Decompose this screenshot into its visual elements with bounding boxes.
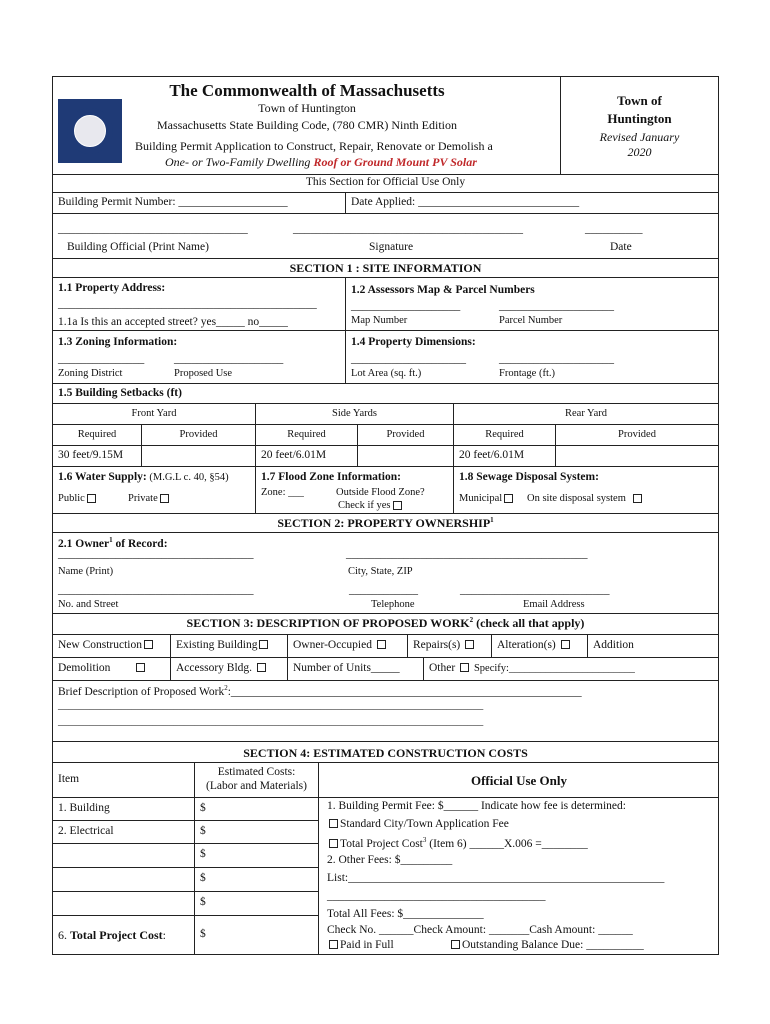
- permit-number-row: [53, 193, 718, 214]
- cost-item-label: 2. Electrical: [53, 821, 195, 843]
- cost-items-column: [53, 763, 319, 954]
- pv-solar-label: Roof or Ground Mount PV Solar: [313, 155, 477, 169]
- owner-city-line[interactable]: __________________________________________: [346, 548, 588, 560]
- owner-telephone-line[interactable]: ____________: [349, 584, 418, 596]
- total-cost-row: [53, 916, 318, 954]
- side-required-value: 20 feet/6.01M: [256, 446, 358, 466]
- rear-provided-header: Provided: [618, 429, 656, 440]
- section1-heading: SECTION 1 : SITE INFORMATION: [289, 261, 482, 275]
- dimensions-cell: [346, 331, 718, 383]
- official-fees-column: [319, 763, 718, 951]
- property-address-cell: [53, 278, 346, 330]
- paid-in-full-checkbox[interactable]: [329, 940, 338, 949]
- town-box-line1: Town of: [617, 93, 662, 108]
- front-yard-header: Front Yard: [53, 404, 256, 424]
- date-label: Date: [610, 241, 632, 253]
- town-line: Town of Huntington: [258, 101, 356, 115]
- frontage-line[interactable]: ____________________: [499, 353, 614, 365]
- other-checkbox[interactable]: [460, 663, 469, 672]
- existing-building-checkbox[interactable]: [259, 640, 268, 649]
- date-line[interactable]: __________: [585, 223, 643, 235]
- zoning-district-label: Zoning District: [58, 368, 123, 379]
- item-header: Item: [53, 763, 195, 797]
- assessors-label: 1.2 Assessors Map & Parcel Numbers: [351, 284, 535, 296]
- sewage-cell: [454, 467, 718, 513]
- total-cost-label: 6. Total Project Cost:: [53, 916, 195, 954]
- cost-table: [53, 763, 718, 954]
- other-option[interactable]: Other Specify:________________________: [429, 662, 635, 674]
- side-required-header: Required: [256, 425, 358, 445]
- standard-fee-checkbox[interactable]: [329, 819, 338, 828]
- standard-fee-option[interactable]: Standard City/Town Application Fee: [327, 818, 509, 830]
- revised-line1: Revised January: [599, 130, 680, 144]
- map-number-label: Map Number: [351, 315, 408, 326]
- section2-heading-row: [53, 514, 718, 533]
- existing-building-option[interactable]: Existing Building: [171, 635, 288, 657]
- owner-email-line[interactable]: __________________________: [460, 584, 610, 596]
- official-name-line[interactable]: _________________________________: [58, 223, 248, 235]
- alterations-option[interactable]: Alteration(s): [492, 635, 588, 657]
- front-provided-value[interactable]: [142, 446, 256, 466]
- application-line2: [165, 155, 477, 170]
- address-row: [53, 278, 718, 331]
- rear-required-header: Required: [454, 425, 556, 445]
- cost-item-label: 1. Building: [53, 798, 195, 820]
- cost-item-label[interactable]: [53, 868, 195, 891]
- side-yards-header: Side Yards: [256, 404, 454, 424]
- frontage-label: Frontage (ft.): [499, 368, 555, 379]
- municipal-checkbox[interactable]: [504, 494, 513, 503]
- front-required-value: 30 feet/9.15M: [53, 446, 142, 466]
- section2-heading: SECTION 2: PROPERTY OWNERSHIP$^1$: [277, 516, 494, 530]
- cost-building-field[interactable]: $: [200, 802, 206, 814]
- cost-electrical-field[interactable]: $: [200, 825, 206, 837]
- water-public-option[interactable]: Public: [58, 493, 98, 504]
- assessors-cell: [346, 278, 718, 330]
- no-street-label: No. and Street: [58, 599, 119, 610]
- lot-area-label: Lot Area (sq. ft.): [351, 368, 422, 379]
- brief-description-row: [53, 681, 718, 742]
- owner-cell: [53, 533, 718, 613]
- rear-yard-header: Rear Yard: [565, 408, 607, 419]
- new-construction-checkbox[interactable]: [144, 640, 153, 649]
- proposed-use-line[interactable]: ___________________: [174, 353, 284, 365]
- rear-required-value: 20 feet/6.01M: [454, 446, 556, 466]
- total-project-checkbox[interactable]: [329, 839, 338, 848]
- description-line2[interactable]: _________________________________________________________________________________: [58, 716, 484, 727]
- town-box-line2: Huntington: [607, 111, 672, 126]
- public-checkbox[interactable]: [87, 494, 96, 503]
- flood-zone-label: 1.7 Flood Zone Information:: [261, 471, 401, 483]
- map-number-line[interactable]: ___________________: [351, 300, 461, 312]
- dwelling-type: One- or Two-Family Dwelling: [165, 155, 314, 169]
- building-permit-fee[interactable]: 1. Building Permit Fee: $______ Indicate how fee is determined:: [327, 800, 626, 812]
- cost-row-1: [53, 798, 318, 821]
- sewage-label: 1.8 Sewage Disposal System:: [459, 471, 599, 483]
- water-private-option[interactable]: Private: [128, 493, 171, 504]
- header-main: [53, 77, 561, 174]
- fees-list-line1[interactable]: List:_______________________________________________________: [327, 872, 665, 884]
- cost-item-label[interactable]: [53, 844, 195, 867]
- front-provided-header: Provided: [142, 425, 256, 445]
- onsite-checkbox[interactable]: [633, 494, 642, 503]
- repairs-option[interactable]: Repairs(s): [408, 635, 492, 657]
- cost-field[interactable]: $: [200, 896, 206, 908]
- owner-occupied-checkbox[interactable]: [377, 640, 386, 649]
- revised-line2: 2020: [627, 145, 652, 159]
- city-state-zip-label: City, State, ZIP: [348, 566, 413, 577]
- setbacks-yards-row: [53, 404, 718, 425]
- outstanding-balance-option[interactable]: Outstanding Balance Due: __________: [449, 939, 644, 951]
- signature-label: Signature: [369, 241, 414, 253]
- setbacks-label: 1.5 Building Setbacks (ft): [58, 387, 182, 399]
- accessory-option[interactable]: Accessory Bldg.: [171, 658, 288, 680]
- property-address-label: 1.1 Property Address:: [58, 282, 166, 294]
- property-address-line[interactable]: _____________________________________________: [58, 298, 317, 310]
- fees-list-line2[interactable]: ______________________________________: [327, 890, 546, 902]
- specify-field[interactable]: Specify:________________________: [473, 663, 635, 674]
- section4-heading: SECTION 4: ESTIMATED CONSTRUCTION COSTS: [243, 746, 528, 760]
- work-type-row1: [53, 635, 718, 658]
- owner-label: 2.1 Owner$^1$ of Record:: [58, 536, 168, 550]
- rear-provided-value[interactable]: [556, 446, 718, 466]
- flood-zone-field[interactable]: Zone: ___: [261, 487, 304, 498]
- section4-heading-row: [53, 742, 718, 763]
- est-costs-header: Estimated Costs: (Labor and Materials): [206, 766, 307, 792]
- utilities-row: [53, 467, 718, 514]
- demolition-option[interactable]: Demolition: [53, 658, 171, 680]
- cost-row-3: [53, 844, 318, 868]
- parcel-number-label: Parcel Number: [499, 315, 563, 326]
- section1-heading-row: [53, 259, 718, 278]
- setbacks-values-row: [53, 446, 718, 467]
- accessory-checkbox[interactable]: [257, 663, 266, 672]
- email-label: Email Address: [523, 599, 585, 610]
- name-print-label: Name (Print): [58, 566, 114, 577]
- side-provided-header: Provided: [358, 425, 454, 445]
- repairs-checkbox[interactable]: [465, 640, 474, 649]
- water-supply-cell: [53, 467, 256, 513]
- cost-field[interactable]: $: [200, 848, 206, 860]
- cost-header-row: [53, 763, 318, 798]
- other-fees-field[interactable]: 2. Other Fees: $_________: [327, 854, 453, 866]
- accepted-street-question[interactable]: 1.1a Is this an accepted street? yes_____ no_____: [58, 316, 288, 328]
- application-line1: Building Permit Application to Construct, Repair, Renovate or Demolish a: [135, 139, 493, 153]
- owner-occupied-option[interactable]: Owner-Occupied: [288, 635, 408, 657]
- telephone-label: Telephone: [371, 599, 415, 610]
- demolition-checkbox[interactable]: [136, 663, 145, 672]
- paid-in-full-option[interactable]: Paid in Full: [327, 939, 394, 951]
- parcel-number-line[interactable]: ____________________: [499, 300, 614, 312]
- new-construction-option[interactable]: New Construction: [53, 635, 171, 657]
- form-header: [53, 77, 718, 175]
- outside-flood-option[interactable]: Check if yes: [338, 500, 404, 511]
- units-field[interactable]: Number of Units_____: [288, 658, 424, 680]
- cost-field[interactable]: $: [200, 872, 206, 884]
- zoning-row: [53, 331, 718, 384]
- official-use-heading-row: [53, 175, 718, 193]
- private-checkbox[interactable]: [160, 494, 169, 503]
- addition-option[interactable]: Addition: [593, 639, 634, 651]
- dimensions-label: 1.4 Property Dimensions:: [351, 336, 476, 348]
- zoning-cell: [53, 331, 346, 383]
- outstanding-checkbox[interactable]: [451, 940, 460, 949]
- owner-row: [53, 533, 718, 614]
- signature-line[interactable]: ________________________________________: [293, 223, 523, 235]
- setbacks-heading-row: [53, 384, 718, 404]
- payment-fields[interactable]: Check No. ______Check Amount: _______Cash Amount: ______: [327, 924, 633, 936]
- outside-flood-checkbox[interactable]: [393, 501, 402, 510]
- owner-street-line[interactable]: __________________________________: [58, 584, 254, 596]
- official-signature-row: [53, 214, 718, 259]
- permit-number-field[interactable]: Building Permit Number: ___________________: [53, 193, 346, 213]
- description-line1[interactable]: _________________________________________________________________________________: [58, 700, 484, 711]
- side-provided-value[interactable]: [358, 446, 454, 466]
- form-title: The Commonwealth of Massachusetts: [169, 81, 445, 100]
- official-name-label: Building Official (Print Name): [67, 241, 209, 253]
- date-applied-field[interactable]: Date Applied: ____________________________: [351, 196, 580, 208]
- cost-item-label[interactable]: [53, 892, 195, 915]
- section3-heading-row: [53, 614, 718, 635]
- owner-name-line[interactable]: __________________________________: [58, 548, 254, 560]
- total-fees-field[interactable]: Total All Fees: $______________: [327, 908, 484, 920]
- alterations-checkbox[interactable]: [561, 640, 570, 649]
- section3-heading: SECTION 3: DESCRIPTION OF PROPOSED WORK$^2$ (check all that apply): [186, 616, 585, 630]
- official-signature-cell: [53, 214, 718, 258]
- cost-row-4: [53, 868, 318, 892]
- zoning-district-line[interactable]: _______________: [58, 353, 145, 365]
- work-type-row2: [53, 658, 718, 681]
- cost-row-5: [53, 892, 318, 916]
- permit-form: [52, 76, 719, 955]
- water-supply-label: 1.6 Water Supply: (M.G.L c. 40, §54): [58, 471, 229, 483]
- brief-description-label[interactable]: Brief Description of Proposed Work$^2$:_____________________________________________________________: [58, 684, 582, 698]
- outside-flood-label: Outside Flood Zone?: [336, 487, 425, 498]
- total-cost-field[interactable]: $: [200, 928, 206, 940]
- zoning-label: 1.3 Zoning Information:: [58, 336, 178, 348]
- onsite-option[interactable]: On site disposal system: [527, 493, 644, 504]
- code-line: Massachusetts State Building Code, (780 CMR) Ninth Edition: [157, 118, 457, 132]
- lot-area-line[interactable]: ____________________: [351, 353, 466, 365]
- setbacks-subheader-row: [53, 425, 718, 446]
- municipal-option[interactable]: Municipal: [459, 493, 515, 504]
- official-use-heading: This Section for Official Use Only: [305, 176, 466, 188]
- brief-description-cell: [53, 681, 718, 741]
- official-use-label: Official Use Only: [470, 773, 568, 788]
- cost-row-2: [53, 821, 318, 844]
- total-project-fee-option[interactable]: Total Project Cost$^3$ (Item 6) ______X.006 =________: [327, 836, 588, 850]
- front-required-header: Required: [53, 425, 142, 445]
- proposed-use-label: Proposed Use: [174, 368, 233, 379]
- town-box: [561, 77, 718, 174]
- flood-zone-cell: [256, 467, 454, 513]
